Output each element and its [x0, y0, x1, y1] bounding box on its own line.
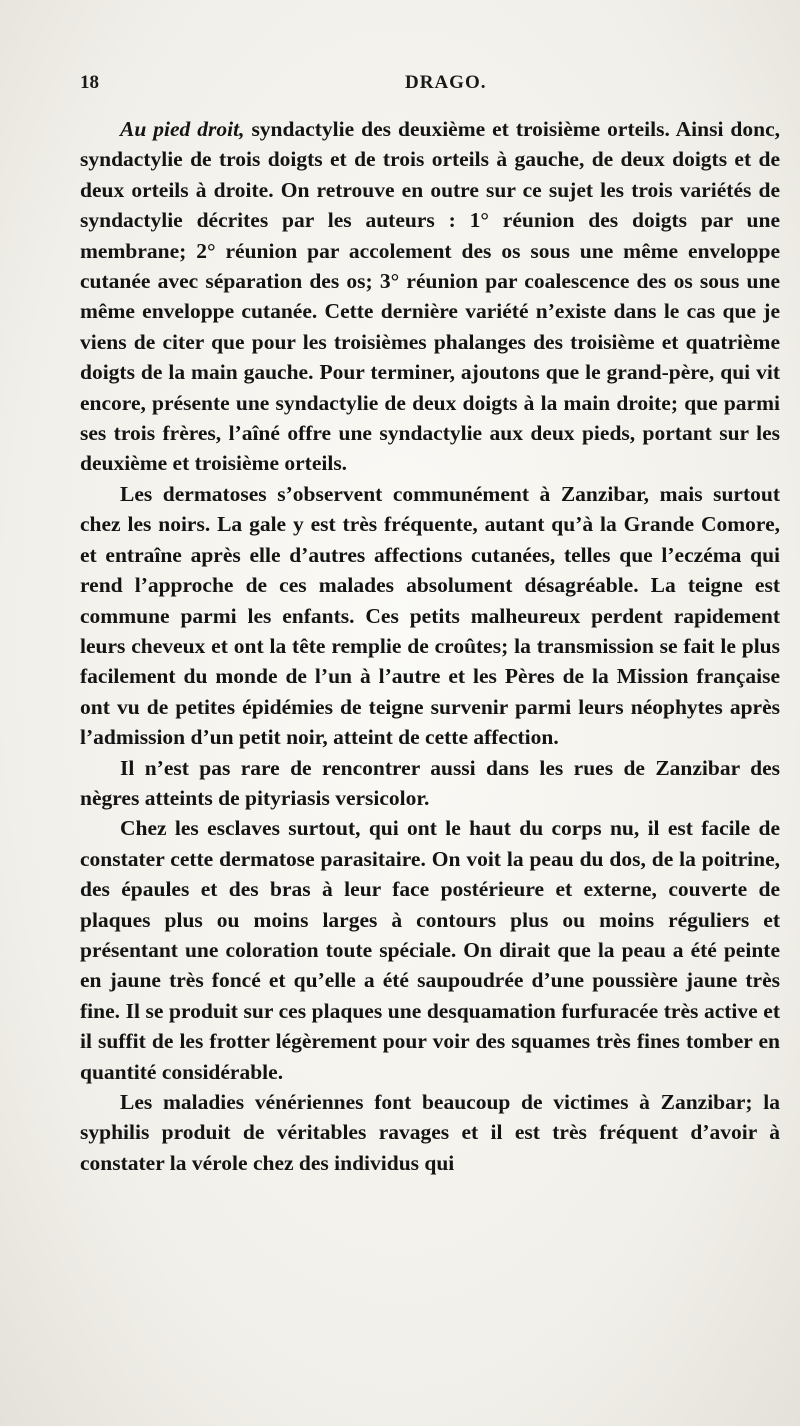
- paragraph-text: Il n’est pas rare de rencontrer aussi dans les rues de Zanzibar des nègres atteints de pityriasis versicolor.: [80, 755, 780, 810]
- paragraph-dermatoses: [80, 479, 780, 753]
- paragraph-esclaves: [80, 813, 780, 1087]
- paragraph-syndactylie: [80, 114, 780, 479]
- paragraph-veneriennes: [80, 1087, 780, 1178]
- running-head: [80, 72, 780, 102]
- page-number: 18: [80, 72, 99, 93]
- running-title: DRAGO.: [405, 72, 487, 93]
- paragraph-pityriasis: [80, 753, 780, 814]
- paragraph-text: Chez les esclaves surtout, qui ont le haut du corps nu, il est facile de constater cette dermatose parasitaire. On voit la peau du dos, de la poitrine, des épaules et des bras à leur face postérieure et externe, couverte de plaques plus ou moins larges à contours plus ou moins réguliers et présentant une coloration toute spéciale. On dirait que la peau a été peinte en jaune très foncé et qu’elle a été saupoudrée d’une poussière jaune très fine. Il se produit sur ces plaques une desquamation furfuracée très active et il suffit de les frotter légèrement pour voir des squames très fines tomber en quantité considérable.: [80, 816, 780, 1084]
- paragraph-text: Les dermatoses s’observent communément à Zanzibar, mais surtout chez les noirs. La gale y est très fréquente, autant qu’à la Grande Comore, et entraîne après elle d’autres affections cutanées, telles que l’eczéma qui rend l’approche de ces malades absolument désagréable. La teigne est commune parmi les enfants. Ces petits malheureux perdent rapidement leurs cheveux et ont la tête remplie de croûtes; la transmission se fait le plus facilement du monde de l’un à l’autre et les Pères de la Mission française ont vu de petites épidémies de teigne survenir parmi leurs néophytes après l’admission d’un petit noir, atteint de cette affection.: [80, 481, 780, 750]
- paragraph-text: Les maladies vénériennes font beaucoup de victimes à Zanzibar; la syphilis produit de véritables ravages et il est très fréquent d’avoir à constater la vérole chez des individus qui: [80, 1090, 780, 1175]
- italic-lead: Au pied droit,: [120, 117, 245, 141]
- body-text: [80, 114, 780, 1178]
- paragraph-text: syndactylie des deuxième et troisième orteils. Ainsi donc, syndactylie de trois doigts et de trois orteils à gauche, de deux doigts et de deux orteils à droite. On retrouve en outre sur ce sujet les trois variétés de syndactylie décrites par les auteurs : 1° réunion des doigts par une membrane; 2° réunion par accolement des os sous une même enveloppe cutanée avec séparation des os; 3° réunion par coalescence des os sous une même enveloppe cutanée. Cette dernière variété n’existe dans le cas que je viens de citer que pour les troisièmes phalanges des troisième et quatrième doigts de la main gauche. Pour terminer, ajoutons que le grand-père, qui vit encore, présente une syndactylie de deux doigts à la main droite; que parmi ses trois frères, l’aîné offre une syndactylie aux deux pieds, portant sur les deuxième et troisième orteils.: [80, 117, 780, 476]
